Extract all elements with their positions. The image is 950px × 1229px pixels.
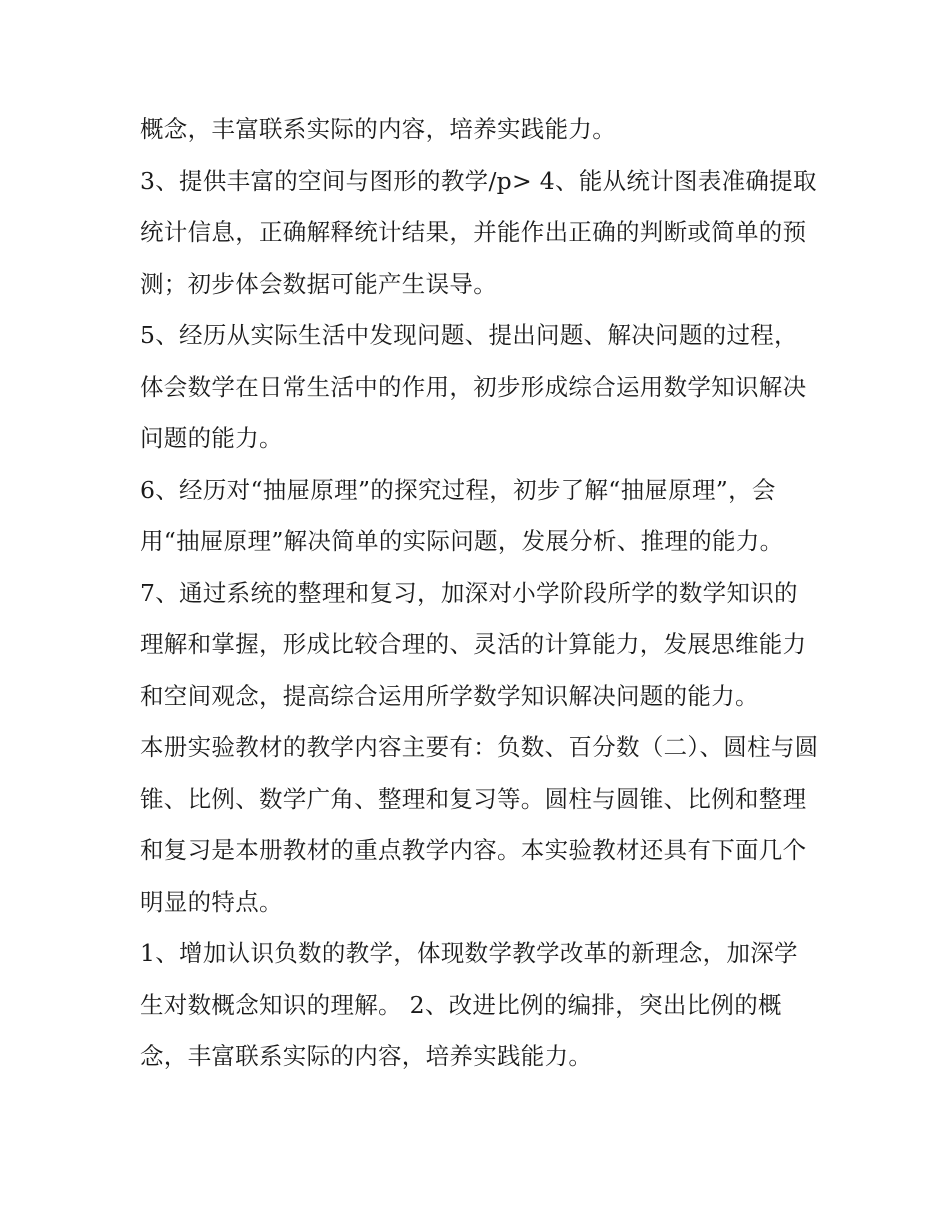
paragraph-4: 6、经历对“抽屉原理”的探究过程，初步了解“抽屉原理”，会用“抽屉原理”解决简单的实际问题，发展分析、推理的能力。 <box>140 475 784 555</box>
paragraph-3: 5、经历从实际生活中发现问题、提出问题、解决问题的过程，体会数学在日常生活中的作用，初步形成综合运用数学知识解决问题的能力。 <box>140 321 807 452</box>
document-body <box>140 104 820 1083</box>
paragraph-2: 3、提供丰富的空间与图形的教学/p> 4、能从统计图表准确提取统计信息，正确解释统计结果，并能作出正确的判断或简单的预测；初步体会数据可能产生误导。 <box>140 166 817 298</box>
paragraph-1: 概念，丰富联系实际的内容，培养实践能力。 <box>140 115 616 143</box>
paragraph-5: 7、通过系统的整理和复习，加深对小学阶段所学的数学知识的理解和掌握，形成比较合理的、灵活的计算能力，发展思维能力和空间观念，提高综合运用所学数学知识解决问题的能力。 <box>140 578 807 710</box>
paragraph-6: 本册实验教材的教学内容主要有：负数、百分数（二）、圆柱与圆锥、比例、数学广角、整理和复习等。圆柱与圆锥、比例和整理和复习是本册教材的重点教学内容。本实验教材还具有下面几个明显的特点。 <box>140 733 819 916</box>
paragraph-7: 1、增加认识负数的教学，体现数学教学改革的新理念，加深学生对数概念知识的理解。 2、改进比例的编排，突出比例的概念，丰富联系实际的内容，培养实践能力。 <box>140 939 798 1070</box>
